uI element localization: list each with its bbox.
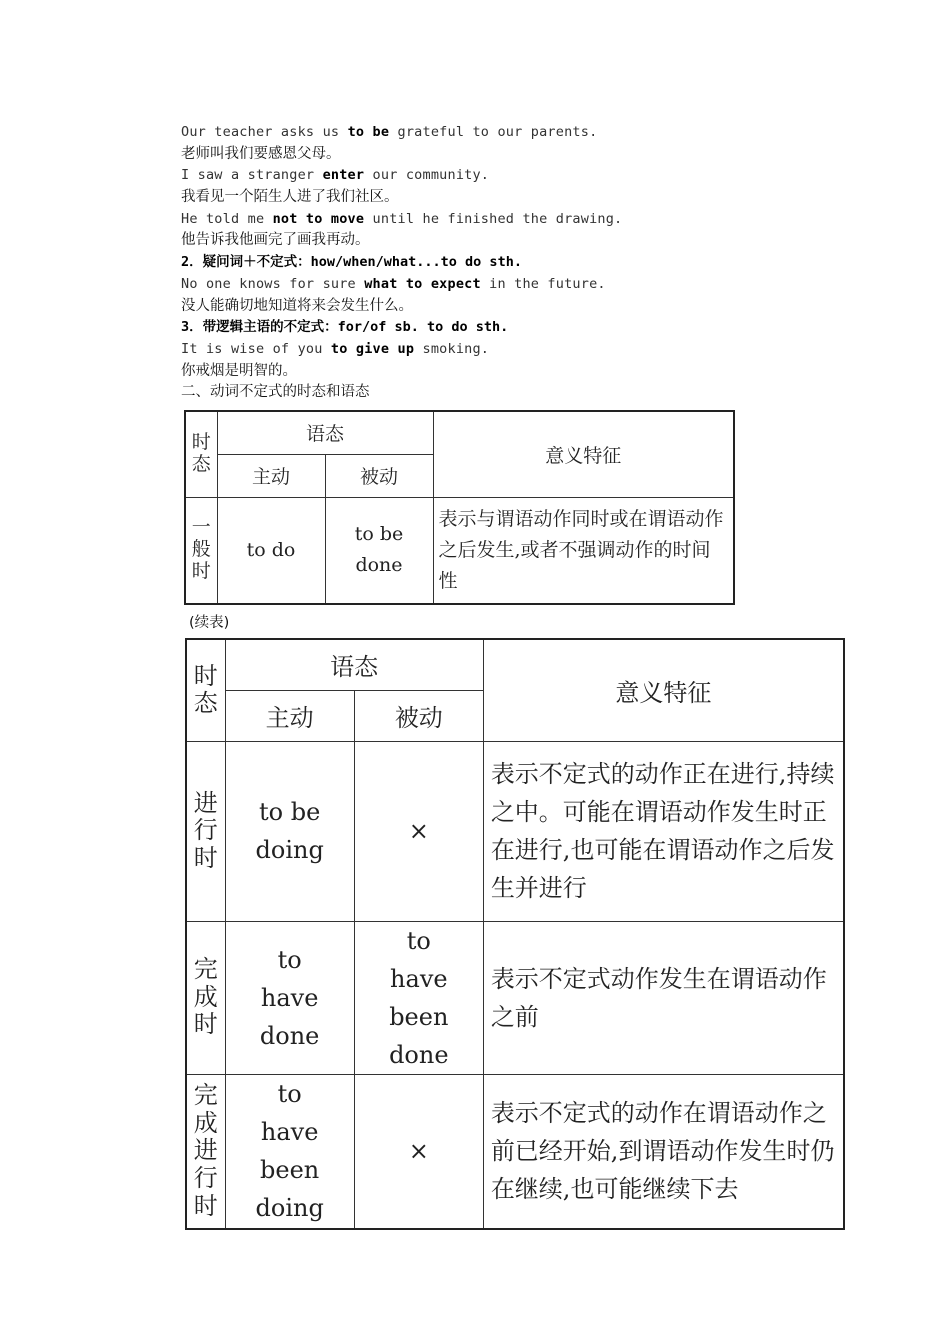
cell-tense: 一般时: [185, 497, 217, 604]
header-passive: 被动: [325, 454, 433, 497]
cell-passive: to have been done: [354, 921, 483, 1074]
cell-meaning: 表示不定式的动作正在进行,持续之中。可能在谓语动作发生时正在进行,也可能在谓语动作之后发生并进行: [483, 741, 844, 921]
sentence-en: He told me not to move until he finished the drawing.: [181, 210, 623, 227]
cell-meaning: 表示不定式动作发生在谓语动作之前: [483, 921, 844, 1074]
header-tense: 时态: [186, 639, 225, 741]
tense-voice-table-continued: [185, 638, 845, 1230]
sentence-en: No one knows for sure what to expect in the future.: [181, 275, 606, 292]
cell-active: to do: [217, 497, 325, 604]
sentence-zh: 老师叫我们要感恩父母。: [181, 145, 341, 162]
sentence-en: It is wise of you to give up smoking.: [181, 340, 490, 357]
cell-active: to have been doing: [225, 1074, 354, 1229]
cell-passive: ×: [354, 1074, 483, 1229]
table-row: [186, 921, 844, 1074]
cell-tense: 完成进行时: [186, 1074, 225, 1229]
sentence-zh: 他告诉我他画完了画我再动。: [181, 232, 370, 249]
sentence-zh: 你戒烟是明智的。: [181, 362, 297, 379]
sentence-zh: 我看见一个陌生人进了我们社区。: [181, 189, 399, 206]
cell-active: to have done: [225, 921, 354, 1074]
cell-tense: 完成时: [186, 921, 225, 1074]
tense-voice-table: [184, 410, 735, 605]
header-meaning: 意义特征: [433, 411, 734, 497]
header-voice: 语态: [225, 639, 483, 690]
cell-passive: to be done: [325, 497, 433, 604]
section-title: 二、动词不定式的时态和语态: [181, 384, 370, 401]
cell-active: to be doing: [225, 741, 354, 921]
header-active: 主动: [225, 690, 354, 741]
section-heading: 2．疑问词＋不定式：how/when/what...to do sth.: [181, 254, 522, 271]
cell-meaning: 表示与谓语动作同时或在谓语动作之后发生,或者不强调动作的时间性: [433, 497, 734, 604]
sentence-en: I saw a stranger enter our community.: [181, 167, 490, 184]
cell-passive: ×: [354, 741, 483, 921]
text-body: [181, 122, 801, 404]
header-active: 主动: [217, 454, 325, 497]
sentence-zh: 没人能确切地知道将来会发生什么。: [181, 297, 413, 314]
header-tense: 时态: [185, 411, 217, 497]
table-row: [186, 741, 844, 921]
continued-label: (续表): [189, 615, 230, 631]
header-passive: 被动: [354, 690, 483, 741]
header-voice: 语态: [217, 411, 433, 454]
section-heading: 3．带逻辑主语的不定式：for/of sb. to do sth.: [181, 319, 509, 336]
cell-tense: 进行时: [186, 741, 225, 921]
table-row: [186, 1074, 844, 1229]
sentence-en: Our teacher asks us to be grateful to our parents.: [181, 124, 598, 140]
cell-meaning: 表示不定式的动作在谓语动作之前已经开始,到谓语动作发生时仍在继续,也可能继续下去: [483, 1074, 844, 1229]
table-row: [185, 497, 734, 604]
header-meaning: 意义特征: [483, 639, 844, 741]
